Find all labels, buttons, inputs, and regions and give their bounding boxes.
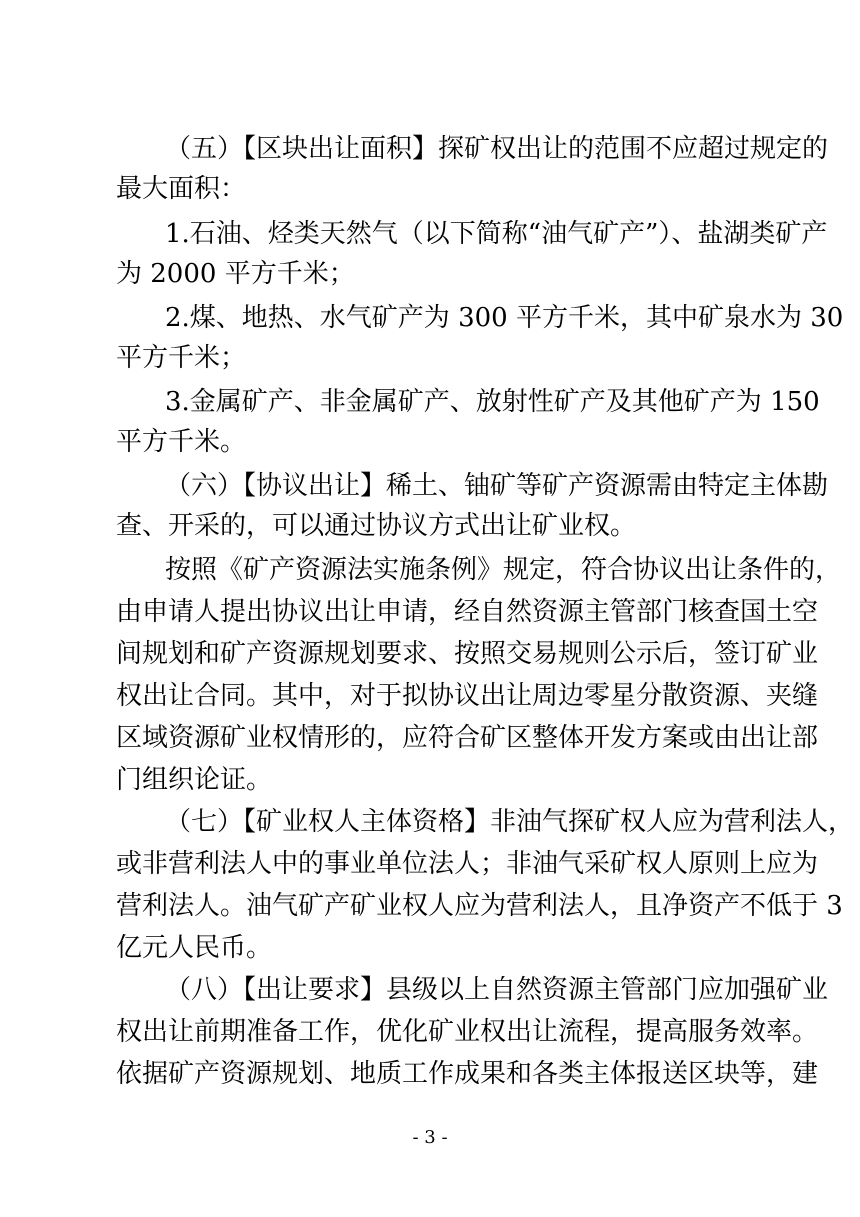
paragraph-line: 亿元人民币。 <box>116 933 273 963</box>
paragraph-line: 权出让前期准备工作，优化矿业权出让流程，提高服务效率。 <box>116 1017 819 1047</box>
paragraph-line: （七）【矿业权人主体资格】非油气探矿权人应为营利法人， <box>165 807 855 837</box>
paragraph-line: 为 2000 平方千米； <box>116 259 355 289</box>
paragraph-line: 3.金属矿产、非金属矿产、放射性矿产及其他矿产为 150 <box>165 387 820 417</box>
paragraph-line: 最大面积： <box>116 174 247 204</box>
paragraph-line: 或非营利法人中的事业单位法人；非油气采矿权人原则上应为 <box>116 849 819 879</box>
paragraph-line: 依据矿产资源规划、地质工作成果和各类主体报送区块等，建 <box>116 1059 819 1089</box>
paragraph-line: 平方千米； <box>116 343 247 373</box>
paragraph-line: 2.煤、地热、水气矿产为 300 平方千米，其中矿泉水为 30 <box>165 303 844 333</box>
page-number: - 3 - <box>412 1127 448 1148</box>
paragraph-line: 由申请人提出协议出让申请，经自然资源主管部门核查国土空 <box>116 597 819 627</box>
paragraph-line: 按照《矿产资源法实施条例》规定，符合协议出让条件的， <box>165 555 842 585</box>
paragraph-line: （八）【出让要求】县级以上自然资源主管部门应加强矿业 <box>165 975 829 1005</box>
paragraph-line: 营利法人。油气矿产矿业权人应为营利法人，且净资产不低于 3 <box>116 891 843 921</box>
paragraph-line: 区域资源矿业权情形的，应符合矿区整体开发方案或由出让部 <box>116 723 819 753</box>
paragraph-line: 门组织论证。 <box>116 765 273 795</box>
paragraph-line: 权出让合同。其中，对于拟协议出让周边零星分散资源、夹缝 <box>116 681 819 711</box>
paragraph-line: 间规划和矿产资源规划要求、按照交易规则公示后，签订矿业 <box>116 639 819 669</box>
paragraph-line: 平方千米。 <box>116 427 247 457</box>
paragraph-line: （五）【区块出让面积】探矿权出让的范围不应超过规定的 <box>165 134 829 164</box>
paragraph-line: 查、开采的，可以通过协议方式出让矿业权。 <box>116 511 637 541</box>
paragraph-line: 1.石油、烃类天然气（以下简称“油气矿产”）、盐湖类矿产 <box>165 219 828 249</box>
paragraph-line: （六）【协议出让】稀土、铀矿等矿产资源需由特定主体勘 <box>165 471 829 501</box>
